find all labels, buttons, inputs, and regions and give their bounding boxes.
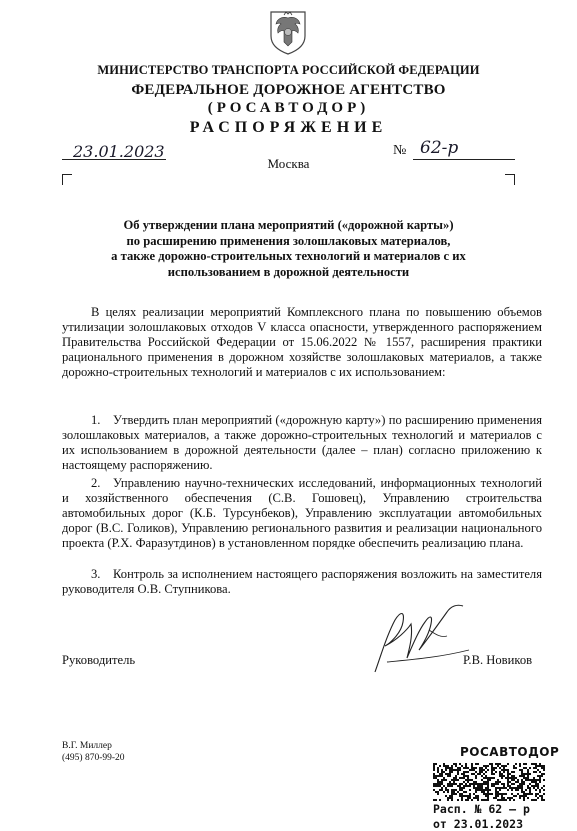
agency-short-name: (РОСАВТОДОР)	[207, 100, 370, 116]
title-corner-left	[62, 174, 72, 185]
title-line: по расширению применения золошлаковых материалов,	[126, 233, 451, 248]
title-line: Об утверждении плана мероприятий («дорожной карты»)	[123, 218, 454, 232]
preamble-paragraph: В целях реализации мероприятий Комплексного плана по повышению объемов утилизации золошлаковых отходов V класса опасности, утвержденного распоряжением Правительства Российской Федерации от 15.06.2022 № 1557, расширения практики рационального применения в дорожном хозяйстве золошлаковых материалов, а также дорожно-строительных технологий и материалов с их использованием:	[62, 305, 542, 380]
agency-name: ФЕДЕРАЛЬНОЕ ДОРОЖНОЕ АГЕНТСТВО	[131, 82, 446, 98]
signatory-name: Р.В. Новиков	[463, 653, 533, 667]
registration-date: от 23.01.2023	[433, 817, 524, 831]
signatory-role: Руководитель	[62, 653, 136, 667]
registration-number: Расп. № 62 – р	[433, 802, 530, 816]
executor-phone: (495) 870-99-20	[62, 753, 125, 763]
number-underline	[413, 159, 515, 160]
document-title	[80, 218, 497, 280]
order-item-2: 2. Управлению научно-технических исследований, информационных технологий и хозяйственного обеспечения (С.В. Гошовец), Управлению строительства автомобильных дорог (К.Б. Турсунбеков), Управлению эксплуатации автомобильных дорог (В.С. Голиков), Управлению регионального развития и реализации национального проекта (Р.Х. Фаразутдинов) в установленном порядке обеспечить реализацию плана.	[62, 476, 542, 551]
title-line: а также дорожно-строительных технологий и материалов с их	[111, 249, 466, 264]
document-number: 62-р	[420, 138, 459, 158]
stamp-organization: РОСАВТОДОР	[460, 745, 560, 759]
title-line: использованием в дорожной деятельности	[167, 264, 410, 279]
signature-icon	[367, 600, 477, 680]
document-city: Москва	[267, 156, 310, 171]
barcode-icon	[433, 763, 545, 801]
order-item-1: 1. Утвердить план мероприятий («дорожную карту») по расширению применения золошлаковых материалов, а также дорожно-строительных технологий и материалов с их использованием в дорожной деятельности (далее – план) согласно приложению к настоящему распоряжению.	[62, 413, 542, 473]
title-corner-right	[505, 174, 515, 185]
document-date: 23.01.2023	[73, 142, 165, 161]
order-item-3: 3. Контроль за исполнением настоящего распоряжения возложить на заместителя руководителя О.В. Ступникова.	[62, 567, 542, 597]
number-sign: №	[393, 143, 407, 158]
ministry-name: МИНИСТЕРСТВО ТРАНСПОРТА РОССИЙСКОЙ ФЕДЕРАЦИИ	[97, 63, 480, 77]
document-type: РАСПОРЯЖЕНИЕ	[189, 119, 388, 136]
coat-of-arms-icon	[267, 6, 309, 56]
executor-name: В.Г. Миллер	[62, 741, 112, 751]
